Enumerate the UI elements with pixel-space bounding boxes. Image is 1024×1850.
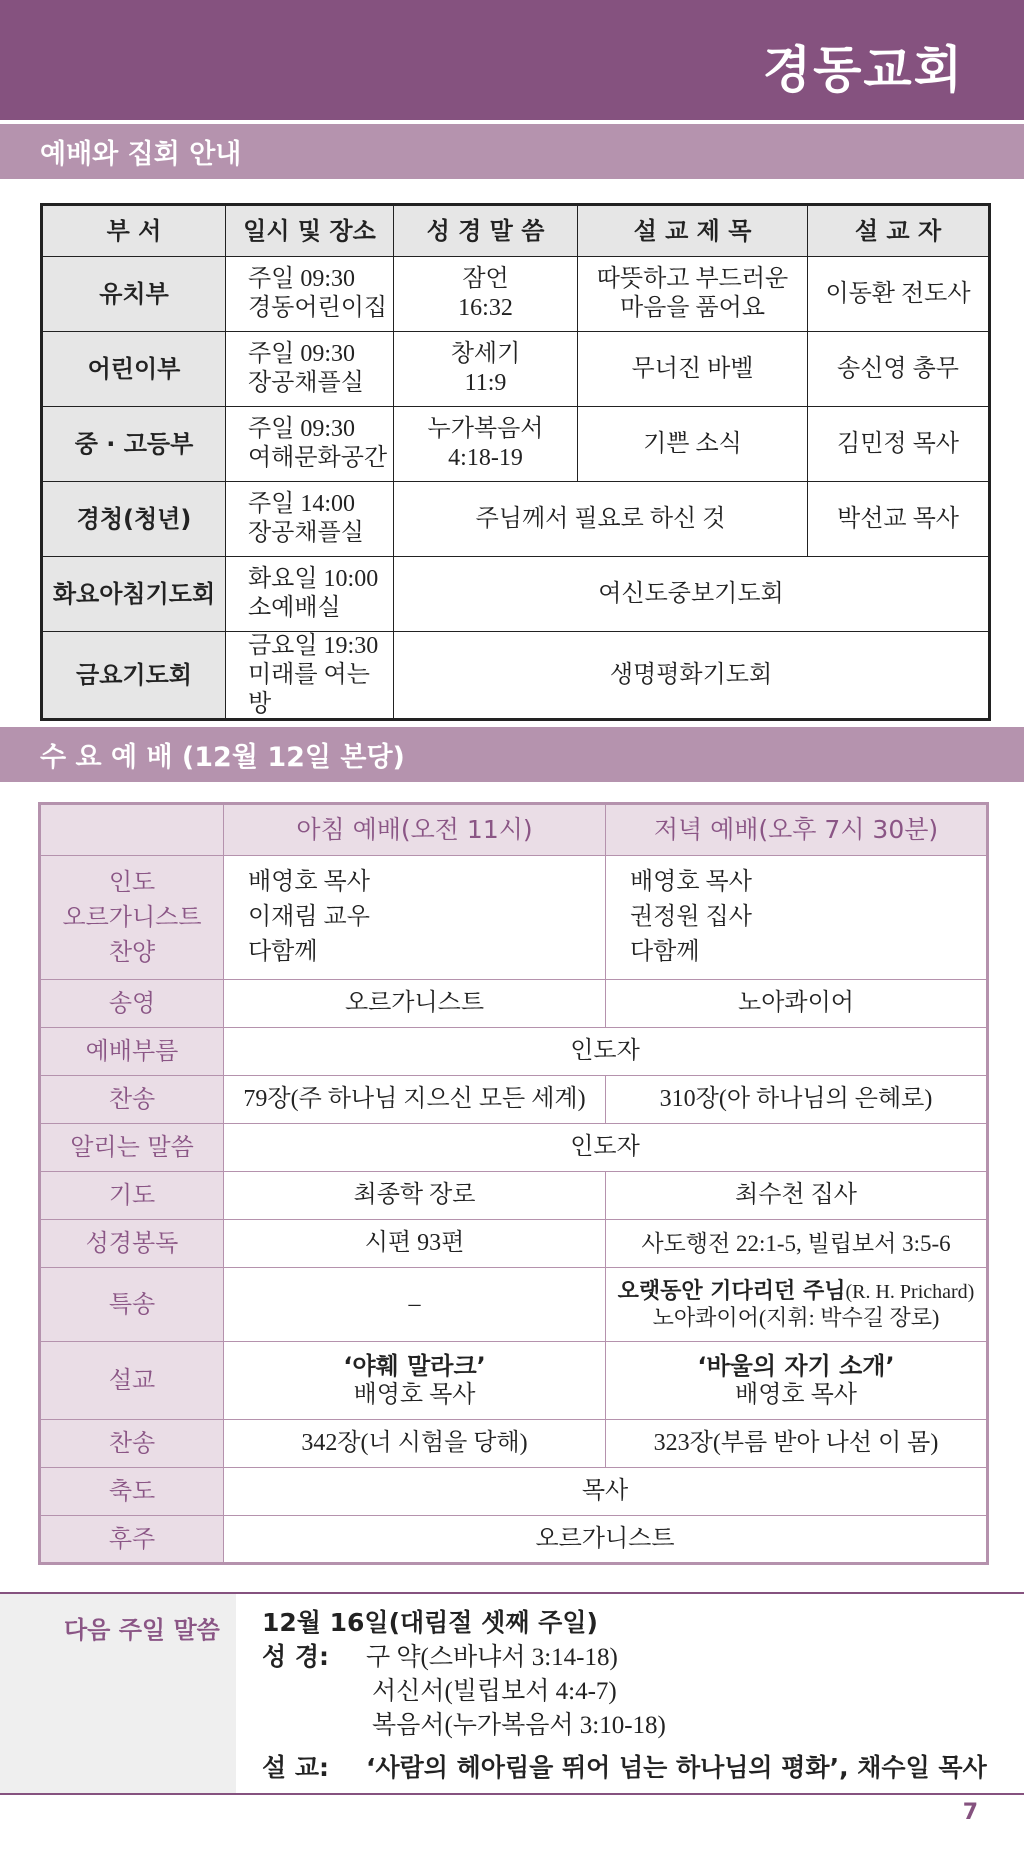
preacher-cell: 송신영 총무 bbox=[808, 332, 990, 407]
column-header-morning: 아침 예배(오전 11시) bbox=[224, 804, 606, 856]
next-sunday-body bbox=[262, 1606, 987, 1786]
table-row bbox=[42, 332, 990, 407]
row-label: 설교 bbox=[40, 1342, 224, 1420]
row-label: 송영 bbox=[40, 980, 224, 1028]
table-header-row bbox=[42, 205, 990, 257]
evening-cell: 323장(부름 받아 나선 이 몸) bbox=[606, 1420, 988, 1468]
services-table bbox=[40, 203, 991, 721]
evening-cell: 최수천 집사 bbox=[606, 1172, 988, 1220]
church-name: 경동교회 bbox=[762, 41, 964, 99]
sermon-line: 설 교: ‘사람의 헤아림을 뛰어 넘는 하나님의 평화’, 채수일 목사 bbox=[262, 1753, 987, 1782]
sermon-title-cell: 주님께서 필요로 하신 것 bbox=[394, 482, 808, 557]
scripture-cell: 잠언 16:32 bbox=[394, 257, 578, 332]
section-title-wednesday: 수 요 예 배 (12월 12일 본당) bbox=[0, 727, 1024, 782]
morning-cell: 오르가니스트 bbox=[224, 980, 606, 1028]
meeting-name-cell: 여신도중보기도회 bbox=[394, 557, 990, 632]
wednesday-service-table bbox=[38, 802, 989, 1565]
merged-cell: 오르가니스트 bbox=[224, 1516, 988, 1564]
morning-roles-cell: 배영호 목사 이재림 교우 다함께 bbox=[224, 856, 606, 980]
morning-cell: 최종학 장로 bbox=[224, 1172, 606, 1220]
preacher-cell: 이동환 전도사 bbox=[808, 257, 990, 332]
table-row bbox=[40, 1076, 988, 1124]
sermon-title-cell: 무너진 바벨 bbox=[578, 332, 808, 407]
evening-cell: 310장(아 하나님의 은혜로) bbox=[606, 1076, 988, 1124]
dept-cell: 어린이부 bbox=[42, 332, 226, 407]
evening-roles-cell: 배영호 목사 권정원 집사 다함께 bbox=[606, 856, 988, 980]
meeting-name-cell: 생명평화기도회 bbox=[394, 632, 990, 720]
morning-cell: 79장(주 하나님 지으신 모든 세계) bbox=[224, 1076, 606, 1124]
dept-cell: 유치부 bbox=[42, 257, 226, 332]
table-row bbox=[40, 1124, 988, 1172]
morning-cell: ‘야훼 말라크’ 배영호 목사 bbox=[224, 1342, 606, 1420]
evening-cell: 사도행전 22:1-5, 빌립보서 3:5-6 bbox=[606, 1220, 988, 1268]
scripture-line: 복음서(누가복음서 3:10-18) bbox=[372, 1712, 666, 1739]
table-row bbox=[40, 980, 988, 1028]
scripture-line: 서신서(빌립보서 4:4-7) bbox=[372, 1678, 617, 1705]
row-label: 기도 bbox=[40, 1172, 224, 1220]
next-sunday-date: 12월 16일(대림절 셋째 주일) bbox=[262, 1608, 598, 1637]
section-title-services: 예배와 집회 안내 bbox=[0, 124, 1024, 179]
row-label: 성경봉독 bbox=[40, 1220, 224, 1268]
morning-cell: 342장(너 시험을 당해) bbox=[224, 1420, 606, 1468]
next-sunday-box bbox=[0, 1592, 1024, 1795]
merged-cell: 목사 bbox=[224, 1468, 988, 1516]
dept-cell: 화요아침기도회 bbox=[42, 557, 226, 632]
table-row bbox=[42, 257, 990, 332]
row-label: 찬송 bbox=[40, 1076, 224, 1124]
time-place-cell: 화요일 10:00 소예배실 bbox=[226, 557, 394, 632]
preacher-cell: 박선교 목사 bbox=[808, 482, 990, 557]
table-row bbox=[40, 1172, 988, 1220]
page-number: 7 bbox=[962, 1800, 978, 1825]
row-label: 예배부름 bbox=[40, 1028, 224, 1076]
row-label: 알리는 말씀 bbox=[40, 1124, 224, 1172]
time-place-cell: 주일 09:30 여해문화공간 bbox=[226, 407, 394, 482]
table-row bbox=[40, 1268, 988, 1342]
scripture-cell: 창세기 11:9 bbox=[394, 332, 578, 407]
merged-cell: 인도자 bbox=[224, 1124, 988, 1172]
table-row bbox=[40, 1342, 988, 1420]
row-label: 찬송 bbox=[40, 1420, 224, 1468]
next-sunday-label: 다음 주일 말씀 bbox=[64, 1616, 220, 1644]
sermon-title-cell: 따뜻하고 부드러운 마음을 품어요 bbox=[578, 257, 808, 332]
column-header-evening: 저녁 예배(오후 7시 30분) bbox=[606, 804, 988, 856]
scripture-line: 성 경: 구 약(스바냐서 3:14-18) bbox=[262, 1642, 618, 1671]
dept-cell: 경청(청년) bbox=[42, 482, 226, 557]
column-header: 설 교 자 bbox=[808, 205, 990, 257]
table-row bbox=[40, 1516, 988, 1564]
corner-cell bbox=[40, 804, 224, 856]
header-band bbox=[0, 0, 1024, 120]
time-place-cell: 금요일 19:30 미래를 여는방 bbox=[226, 632, 394, 720]
evening-cell: 오랫동안 기다리던 주님(R. H. Prichard) 노아콰이어(지휘: 박수길 장로) bbox=[606, 1268, 988, 1342]
column-header: 성 경 말 씀 bbox=[394, 205, 578, 257]
time-place-cell: 주일 09:30 경동어린이집 bbox=[226, 257, 394, 332]
row-label: 특송 bbox=[40, 1268, 224, 1342]
table-row bbox=[42, 632, 990, 720]
column-header: 일시 및 장소 bbox=[226, 205, 394, 257]
table-row bbox=[40, 1420, 988, 1468]
evening-cell: ‘바울의 자기 소개’ 배영호 목사 bbox=[606, 1342, 988, 1420]
time-place-cell: 주일 09:30 장공채플실 bbox=[226, 332, 394, 407]
table-row bbox=[40, 1468, 988, 1516]
preacher-cell: 김민정 목사 bbox=[808, 407, 990, 482]
merged-cell: 인도자 bbox=[224, 1028, 988, 1076]
sermon-title-cell: 기쁜 소식 bbox=[578, 407, 808, 482]
row-label: 축도 bbox=[40, 1468, 224, 1516]
scripture-cell: 누가복음서 4:18-19 bbox=[394, 407, 578, 482]
row-label: 후주 bbox=[40, 1516, 224, 1564]
evening-cell: 노아콰이어 bbox=[606, 980, 988, 1028]
table-row bbox=[40, 1220, 988, 1268]
table-row bbox=[40, 1028, 988, 1076]
table-row bbox=[42, 407, 990, 482]
table-row bbox=[40, 856, 988, 980]
column-header: 설 교 제 목 bbox=[578, 205, 808, 257]
table-row bbox=[42, 557, 990, 632]
time-place-cell: 주일 14:00 장공채플실 bbox=[226, 482, 394, 557]
morning-cell: – bbox=[224, 1268, 606, 1342]
row-label: 인도 오르가니스트 찬양 bbox=[40, 856, 224, 980]
dept-cell: 금요기도회 bbox=[42, 632, 226, 720]
dept-cell: 중 · 고등부 bbox=[42, 407, 226, 482]
table-row bbox=[42, 482, 990, 557]
table-header-row bbox=[40, 804, 988, 856]
morning-cell: 시편 93편 bbox=[224, 1220, 606, 1268]
column-header: 부 서 bbox=[42, 205, 226, 257]
